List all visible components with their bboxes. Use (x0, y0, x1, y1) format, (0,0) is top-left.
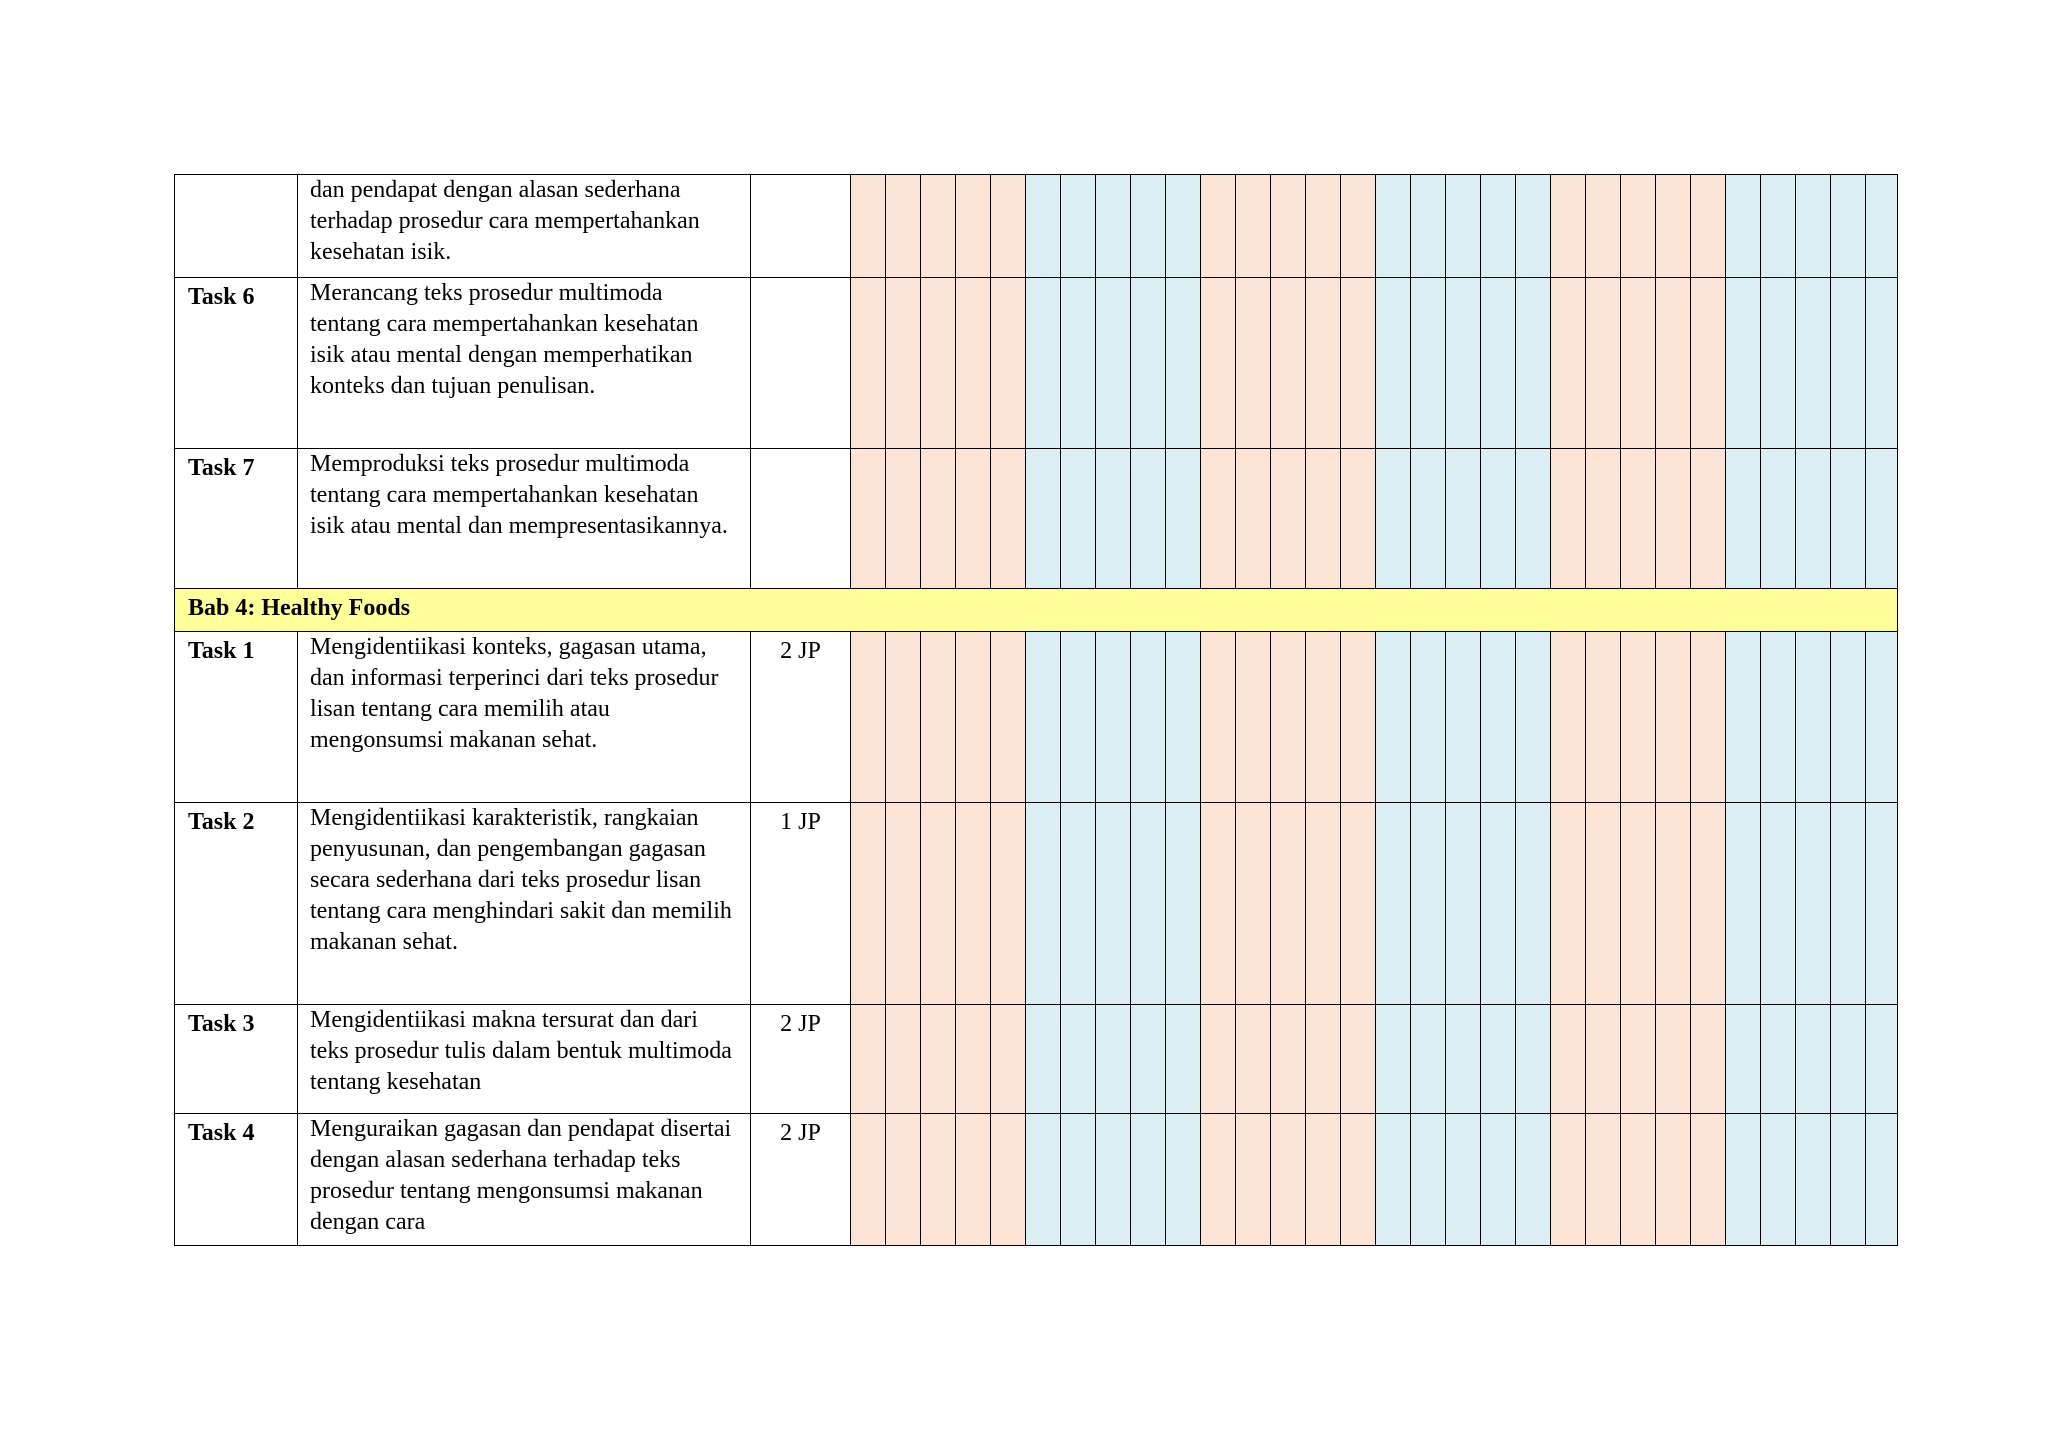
week-cell (921, 449, 956, 589)
week-cell (1411, 1005, 1446, 1114)
week-cell (1061, 632, 1096, 803)
week-cell (1096, 803, 1131, 1005)
week-cell (1026, 449, 1061, 589)
week-cell (1061, 1005, 1096, 1114)
task-label: Task 6 (175, 278, 298, 449)
week-cell (1586, 175, 1621, 278)
week-cell (1411, 803, 1446, 1005)
week-cell (1166, 632, 1201, 803)
teaching-plan-table (174, 174, 1898, 1246)
week-cell (1726, 803, 1761, 1005)
week-cell (1061, 1114, 1096, 1246)
week-cell (1096, 632, 1131, 803)
week-cell (1166, 1005, 1201, 1114)
task-label (175, 175, 298, 278)
week-cell (851, 1114, 886, 1246)
week-cell (1586, 449, 1621, 589)
week-cell (1446, 278, 1481, 449)
week-cell (1131, 1005, 1166, 1114)
week-cell (1131, 1114, 1166, 1246)
week-cell (886, 278, 921, 449)
week-cell (1061, 449, 1096, 589)
week-cell (886, 1114, 921, 1246)
week-cell (1551, 449, 1586, 589)
week-cell (1691, 632, 1726, 803)
week-cell (1761, 803, 1796, 1005)
week-cell (1096, 1114, 1131, 1246)
week-cell (1061, 278, 1096, 449)
week-cell (1691, 1005, 1726, 1114)
week-cell (956, 632, 991, 803)
week-cell (851, 278, 886, 449)
week-cell (1516, 803, 1551, 1005)
week-cell (1656, 449, 1691, 589)
week-cell (1376, 278, 1411, 449)
week-cell (1551, 632, 1586, 803)
week-cell (1796, 632, 1831, 803)
week-cell (1831, 175, 1866, 278)
week-cell (1831, 1005, 1866, 1114)
week-cell (1061, 175, 1096, 278)
week-cell (1866, 449, 1898, 589)
week-cell (1831, 1114, 1866, 1246)
week-cell (1271, 803, 1306, 1005)
week-cell (1166, 803, 1201, 1005)
week-cell (1096, 175, 1131, 278)
task-description: Memproduksi teks prosedur multimoda tentang cara mempertahankan kesehatan isik atau mental dan mempresentasikannya. (298, 449, 751, 589)
week-cell (1866, 1005, 1898, 1114)
week-cell (1796, 278, 1831, 449)
week-cell (921, 803, 956, 1005)
chapter-header-row (175, 589, 1898, 632)
week-cell (1691, 803, 1726, 1005)
week-cell (1656, 1005, 1691, 1114)
week-cell (1271, 632, 1306, 803)
week-cell (1621, 1114, 1656, 1246)
week-cell (1201, 1005, 1236, 1114)
week-cell (851, 175, 886, 278)
week-cell (1446, 632, 1481, 803)
week-cell (1131, 803, 1166, 1005)
week-cell (1166, 175, 1201, 278)
week-cell (1236, 1005, 1271, 1114)
week-cell (1026, 1005, 1061, 1114)
week-cell (1726, 632, 1761, 803)
week-cell (1726, 278, 1761, 449)
week-cell (1236, 1114, 1271, 1246)
week-cell (991, 278, 1026, 449)
week-cell (1656, 175, 1691, 278)
week-cell (1341, 803, 1376, 1005)
week-cell (1586, 1114, 1621, 1246)
week-cell (1201, 632, 1236, 803)
week-cell (1621, 175, 1656, 278)
week-cell (1131, 278, 1166, 449)
week-cell (1481, 632, 1516, 803)
week-cell (1656, 632, 1691, 803)
week-cell (991, 632, 1026, 803)
week-cell (1236, 175, 1271, 278)
task-label: Task 2 (175, 803, 298, 1005)
week-cell (1341, 278, 1376, 449)
week-cell (1271, 278, 1306, 449)
week-cell (1481, 1114, 1516, 1246)
week-cell (1131, 449, 1166, 589)
week-cell (1586, 278, 1621, 449)
week-cell (956, 175, 991, 278)
week-cell (1411, 449, 1446, 589)
week-cell (1446, 449, 1481, 589)
week-cell (851, 449, 886, 589)
week-cell (956, 449, 991, 589)
table-row (175, 803, 1898, 1005)
week-cell (1341, 1005, 1376, 1114)
week-cell (1831, 449, 1866, 589)
week-cell (886, 449, 921, 589)
week-cell (1411, 632, 1446, 803)
lesson-hours (751, 278, 851, 449)
chapter-title: Bab 4: Healthy Foods (175, 589, 1898, 632)
table-row (175, 449, 1898, 589)
task-description: Mengidentiikasi makna tersurat dan dari teks prosedur tulis dalam bentuk multimoda tentang kesehatan (298, 1005, 751, 1114)
week-cell (1726, 1114, 1761, 1246)
week-cell (1341, 175, 1376, 278)
week-cell (1026, 803, 1061, 1005)
week-cell (1516, 1005, 1551, 1114)
week-cell (991, 1005, 1026, 1114)
week-cell (1271, 1114, 1306, 1246)
week-cell (1866, 803, 1898, 1005)
week-cell (1306, 803, 1341, 1005)
week-cell (1866, 1114, 1898, 1246)
week-cell (1411, 175, 1446, 278)
lesson-hours: 2 JP (751, 1114, 851, 1246)
week-cell (1586, 803, 1621, 1005)
week-cell (886, 803, 921, 1005)
week-cell (1831, 632, 1866, 803)
week-cell (921, 1114, 956, 1246)
week-cell (1376, 803, 1411, 1005)
task-label: Task 3 (175, 1005, 298, 1114)
week-cell (1201, 1114, 1236, 1246)
task-description: Merancang teks prosedur multimoda tentang cara mempertahankan kesehatan isik atau mental dengan memperhatikan konteks dan tujuan penulisan. (298, 278, 751, 449)
week-cell (991, 175, 1026, 278)
week-cell (921, 1005, 956, 1114)
week-cell (1201, 449, 1236, 589)
week-cell (956, 1114, 991, 1246)
week-cell (1551, 1114, 1586, 1246)
lesson-hours: 2 JP (751, 1005, 851, 1114)
week-cell (1306, 278, 1341, 449)
week-cell (1726, 449, 1761, 589)
week-cell (956, 278, 991, 449)
week-cell (1446, 803, 1481, 1005)
lesson-hours: 1 JP (751, 803, 851, 1005)
week-cell (851, 632, 886, 803)
lesson-hours: 2 JP (751, 632, 851, 803)
week-cell (1131, 632, 1166, 803)
task-description: Menguraikan gagasan dan pendapat disertai dengan alasan sederhana terhadap teks prosedur tentang mengonsumsi makanan dengan cara (298, 1114, 751, 1246)
week-cell (1166, 449, 1201, 589)
week-cell (1446, 1114, 1481, 1246)
week-cell (1621, 632, 1656, 803)
week-cell (1166, 1114, 1201, 1246)
week-cell (1796, 175, 1831, 278)
week-cell (1026, 175, 1061, 278)
week-cell (956, 1005, 991, 1114)
week-cell (991, 803, 1026, 1005)
week-cell (1306, 175, 1341, 278)
week-cell (886, 1005, 921, 1114)
week-cell (1516, 632, 1551, 803)
week-cell (1866, 175, 1898, 278)
week-cell (1166, 278, 1201, 449)
week-cell (1201, 803, 1236, 1005)
week-cell (1481, 278, 1516, 449)
week-cell (1481, 803, 1516, 1005)
week-cell (851, 803, 886, 1005)
week-cell (1446, 175, 1481, 278)
week-cell (1376, 175, 1411, 278)
week-cell (991, 449, 1026, 589)
week-cell (1271, 449, 1306, 589)
lesson-hours (751, 175, 851, 278)
week-cell (1481, 449, 1516, 589)
week-cell (1551, 278, 1586, 449)
week-cell (1306, 449, 1341, 589)
table-row (175, 1005, 1898, 1114)
week-cell (1831, 278, 1866, 449)
week-cell (886, 632, 921, 803)
week-cell (1026, 632, 1061, 803)
week-cell (1096, 449, 1131, 589)
week-cell (1691, 278, 1726, 449)
week-cell (1236, 449, 1271, 589)
week-cell (1691, 449, 1726, 589)
week-cell (1516, 278, 1551, 449)
week-cell (1761, 175, 1796, 278)
week-cell (1096, 278, 1131, 449)
week-cell (921, 632, 956, 803)
week-cell (1621, 278, 1656, 449)
week-cell (991, 1114, 1026, 1246)
week-cell (1306, 1114, 1341, 1246)
week-cell (1621, 1005, 1656, 1114)
week-cell (1096, 1005, 1131, 1114)
week-cell (1551, 803, 1586, 1005)
week-cell (1201, 278, 1236, 449)
week-cell (1061, 803, 1096, 1005)
week-cell (1516, 449, 1551, 589)
week-cell (1761, 449, 1796, 589)
week-cell (1026, 278, 1061, 449)
week-cell (1761, 1114, 1796, 1246)
week-cell (1551, 1005, 1586, 1114)
week-cell (1866, 632, 1898, 803)
week-cell (1551, 175, 1586, 278)
week-cell (851, 1005, 886, 1114)
week-cell (1621, 803, 1656, 1005)
week-cell (1796, 803, 1831, 1005)
week-cell (1341, 1114, 1376, 1246)
week-cell (1026, 1114, 1061, 1246)
week-cell (1761, 278, 1796, 449)
week-cell (1796, 1114, 1831, 1246)
table-body (175, 175, 1898, 1246)
week-cell (1621, 449, 1656, 589)
week-cell (1236, 632, 1271, 803)
week-cell (1586, 632, 1621, 803)
week-cell (1516, 1114, 1551, 1246)
week-cell (1656, 1114, 1691, 1246)
week-cell (1656, 278, 1691, 449)
task-label: Task 1 (175, 632, 298, 803)
lesson-hours (751, 449, 851, 589)
week-cell (1411, 278, 1446, 449)
week-cell (1271, 1005, 1306, 1114)
week-cell (1236, 803, 1271, 1005)
week-cell (1761, 632, 1796, 803)
week-cell (1131, 175, 1166, 278)
table-row (175, 278, 1898, 449)
week-cell (1236, 278, 1271, 449)
week-cell (1656, 803, 1691, 1005)
week-cell (921, 175, 956, 278)
week-cell (1831, 803, 1866, 1005)
table-row (175, 175, 1898, 278)
week-cell (1306, 632, 1341, 803)
week-cell (1481, 175, 1516, 278)
week-cell (1341, 632, 1376, 803)
week-cell (921, 278, 956, 449)
task-description: Mengidentiikasi konteks, gagasan utama, dan informasi terperinci dari teks prosedur lisan tentang cara memilih atau mengonsumsi makanan sehat. (298, 632, 751, 803)
week-cell (1376, 1005, 1411, 1114)
week-cell (1691, 1114, 1726, 1246)
task-label: Task 4 (175, 1114, 298, 1246)
week-cell (1341, 449, 1376, 589)
week-cell (1376, 632, 1411, 803)
week-cell (1726, 175, 1761, 278)
table-row (175, 632, 1898, 803)
week-cell (1201, 175, 1236, 278)
week-cell (1306, 1005, 1341, 1114)
week-cell (1866, 278, 1898, 449)
task-description: dan pendapat dengan alasan sederhana terhadap prosedur cara mempertahankan kesehatan isik. (298, 175, 751, 278)
week-cell (1586, 1005, 1621, 1114)
week-cell (1691, 175, 1726, 278)
week-cell (1376, 449, 1411, 589)
week-cell (886, 175, 921, 278)
week-cell (1516, 175, 1551, 278)
week-cell (1411, 1114, 1446, 1246)
week-cell (1271, 175, 1306, 278)
table-row (175, 1114, 1898, 1246)
week-cell (1376, 1114, 1411, 1246)
week-cell (1481, 1005, 1516, 1114)
week-cell (1446, 1005, 1481, 1114)
week-cell (1796, 1005, 1831, 1114)
week-cell (1761, 1005, 1796, 1114)
week-cell (956, 803, 991, 1005)
task-description: Mengidentiikasi karakteristik, rangkaian penyusunan, dan pengembangan gagasan secara sederhana dari teks prosedur lisan tentang cara menghindari sakit dan memilih makanan sehat. (298, 803, 751, 1005)
task-label: Task 7 (175, 449, 298, 589)
week-cell (1796, 449, 1831, 589)
week-cell (1726, 1005, 1761, 1114)
